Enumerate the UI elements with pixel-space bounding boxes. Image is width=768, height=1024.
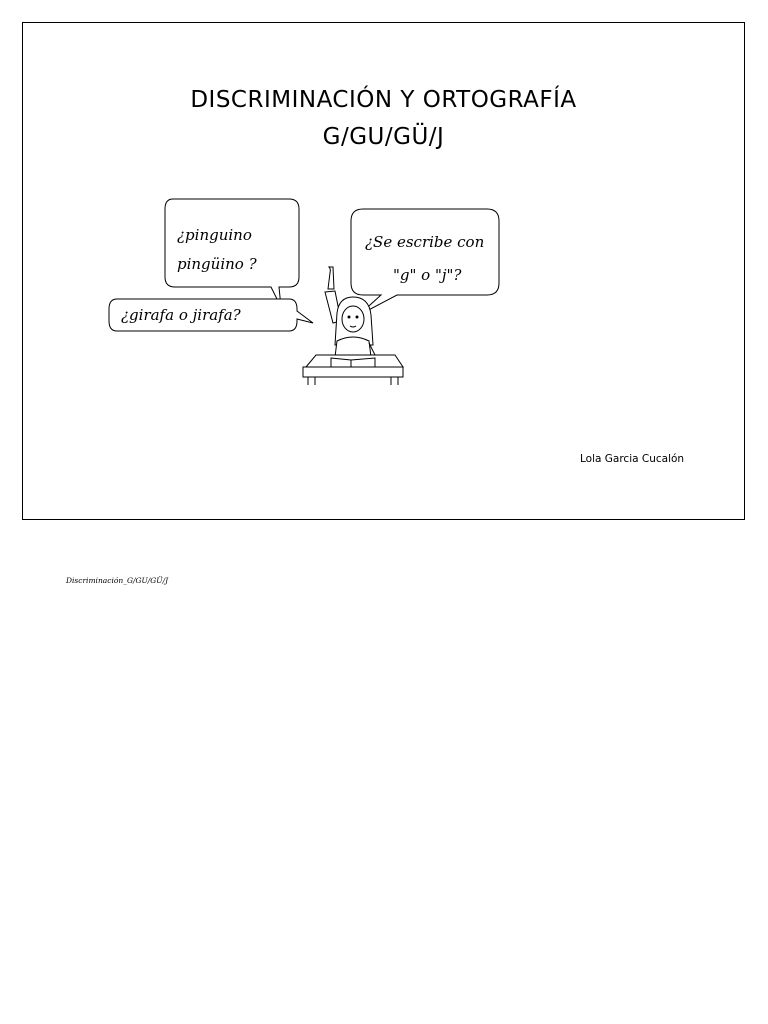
slide-title: DISCRIMINACIÓN Y ORTOGRAFÍA bbox=[190, 87, 577, 113]
bubble-text-question-2: "g" o "j"? bbox=[393, 266, 462, 284]
student-illustration bbox=[103, 195, 503, 385]
bubble-text-pinguino-2: pingüino ? bbox=[177, 255, 257, 273]
author-credit: Lola Garcia Cucalón bbox=[580, 453, 685, 465]
speech-bubble-jirafa bbox=[109, 299, 313, 331]
bubble-text-jirafa: ¿girafa o jirafa? bbox=[121, 306, 241, 324]
speech-bubble-question bbox=[351, 209, 499, 315]
footer-caption: Discriminación_G/GU/GÜ/J bbox=[66, 576, 169, 585]
slide-frame bbox=[22, 22, 745, 520]
speech-bubble-pinguino bbox=[165, 199, 299, 307]
slide-subtitle: G/GU/GÜ/J bbox=[322, 124, 445, 150]
bubble-text-question-1: ¿Se escribe con bbox=[365, 233, 485, 251]
bubble-text-pinguino: ¿pinguino bbox=[177, 226, 252, 244]
